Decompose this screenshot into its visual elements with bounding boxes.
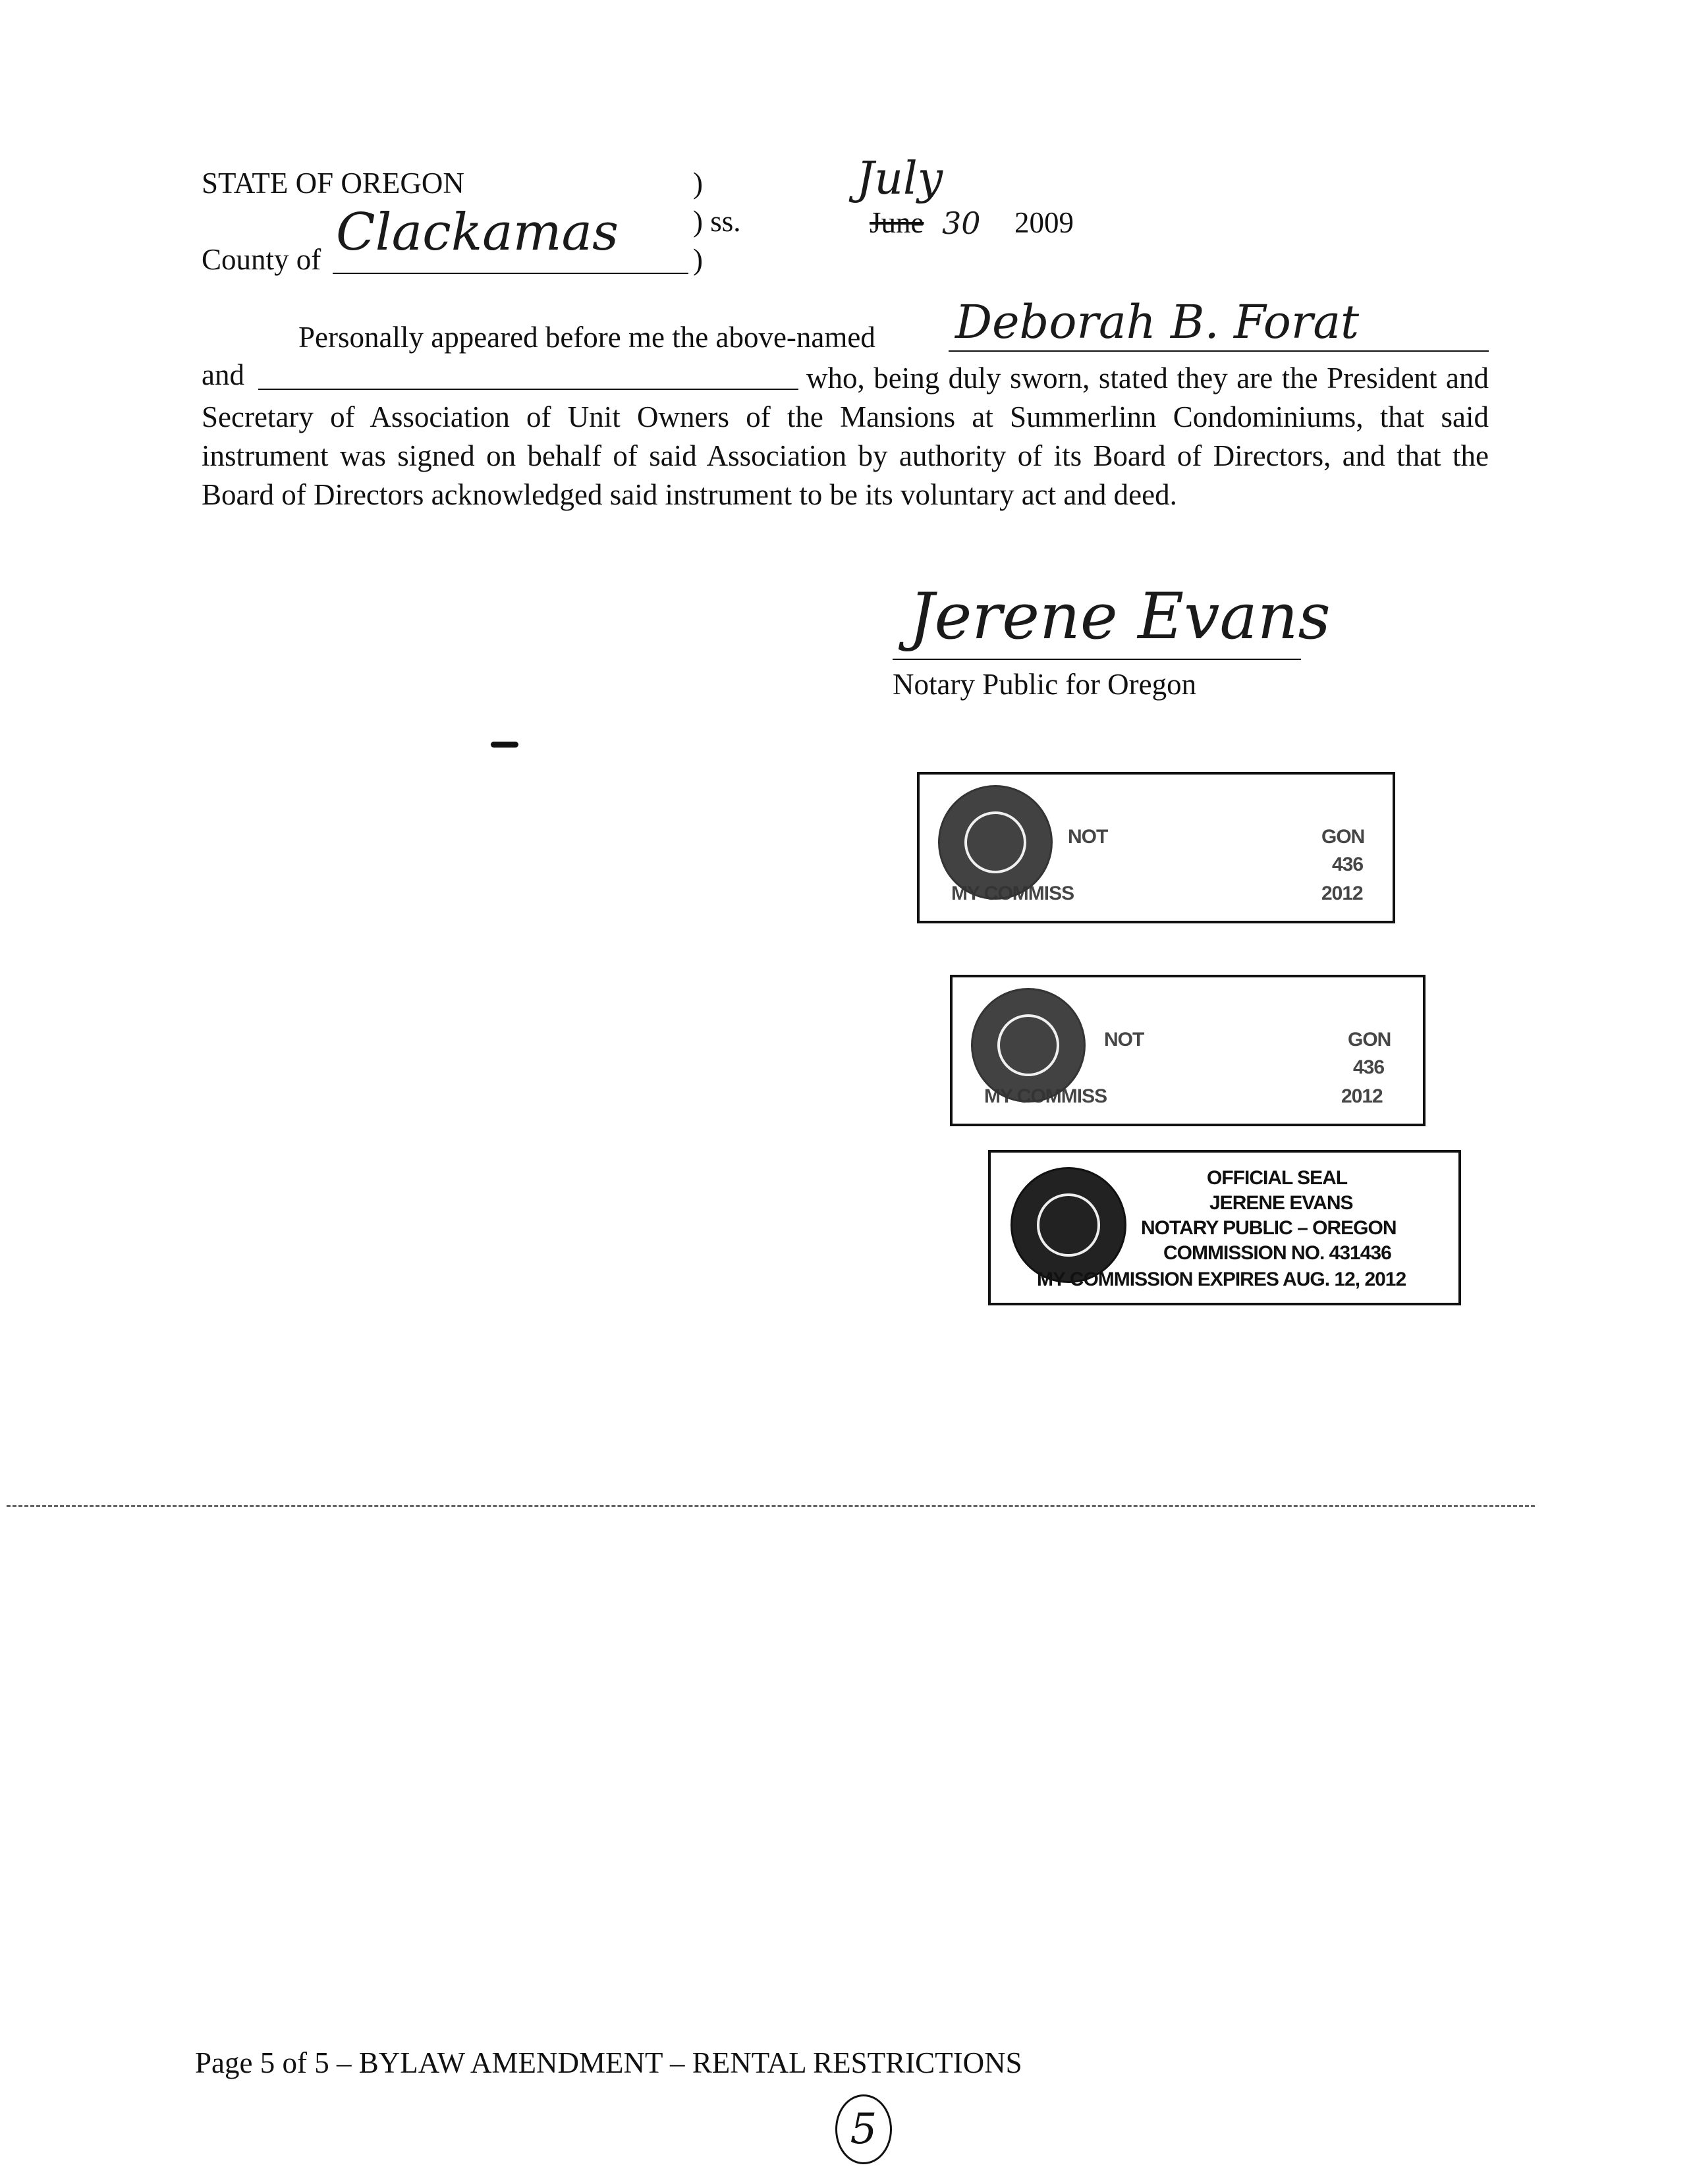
- stamp2-line1: NOT: [1104, 1029, 1144, 1051]
- date-year: 2009: [1014, 206, 1074, 239]
- date-month-handwriting: July: [856, 153, 943, 205]
- county-label: County of: [202, 243, 321, 276]
- stamp3-line4: COMMISSION NO. 431436: [1163, 1242, 1391, 1264]
- page-footer: Page 5 of 5 – BYLAW AMENDMENT – RENTAL RESTRICTIONS: [195, 2046, 1022, 2079]
- signature-underline: [893, 659, 1301, 660]
- stamp3-line1: OFFICIAL SEAL: [1207, 1167, 1348, 1189]
- appeared-underline: [949, 350, 1489, 352]
- stamp2-line2: 436: [1353, 1056, 1385, 1078]
- date-day-handwriting: 30: [942, 205, 981, 241]
- acknowledgment-paragraph: [202, 359, 1489, 514]
- notary-stamp-faded-2: [950, 975, 1426, 1126]
- appeared-text: Personally appeared before me the above-named: [298, 321, 875, 354]
- stamp1-line3: MY COMMISS: [951, 883, 1074, 904]
- paragraph-text: who, being duly sworn, stated they are the President and Secretary of Association of Unit Owners of the Mansions at Summerlinn Condominiums, that said instrument was signed on behalf of said Association by authority of its Board of Directors, and that the Board of Directors acknowledged said instrument to be its voluntary act and deed.: [202, 362, 1489, 511]
- circled-page-number: 5: [835, 2094, 892, 2164]
- stamp3-line5: MY COMMISSION EXPIRES AUG. 12, 2012: [1037, 1269, 1406, 1290]
- county-handwriting: Clackamas: [336, 203, 619, 262]
- stamp1-line2: 436: [1332, 854, 1364, 875]
- stamp2-line3b: 2012: [1341, 1085, 1383, 1107]
- stamp1-line1: NOT: [1068, 826, 1108, 848]
- notary-signature: Jerene Evans: [909, 580, 1331, 653]
- state-label: STATE OF OREGON: [202, 167, 464, 200]
- ink-smudge: [491, 742, 518, 748]
- stamp2-line1b: GON: [1348, 1029, 1391, 1051]
- scan-artifact-line: [7, 1505, 1535, 1507]
- stamp1-line1b: GON: [1321, 826, 1365, 848]
- stamp2-line3: MY COMMISS: [984, 1085, 1107, 1107]
- county-underline: [333, 273, 688, 274]
- notary-seal-icon: [1011, 1167, 1126, 1283]
- stamp3-line3: NOTARY PUBLIC – OREGON: [1141, 1217, 1397, 1239]
- appeared-name-handwriting: Deborah B. Forat: [955, 295, 1360, 349]
- notary-title: Notary Public for Oregon: [893, 668, 1197, 701]
- bracket-2: ) ss.: [693, 205, 741, 238]
- date-struck-month: June: [870, 206, 924, 239]
- and-label: and: [202, 358, 244, 391]
- stamp3-line2: JERENE EVANS: [1209, 1192, 1353, 1214]
- bracket-3: ): [693, 243, 703, 276]
- notary-stamp-faded-1: [917, 772, 1395, 923]
- notary-official-seal-stamp: [988, 1150, 1461, 1305]
- bracket-1: ): [693, 167, 703, 200]
- stamp1-line3b: 2012: [1321, 883, 1363, 904]
